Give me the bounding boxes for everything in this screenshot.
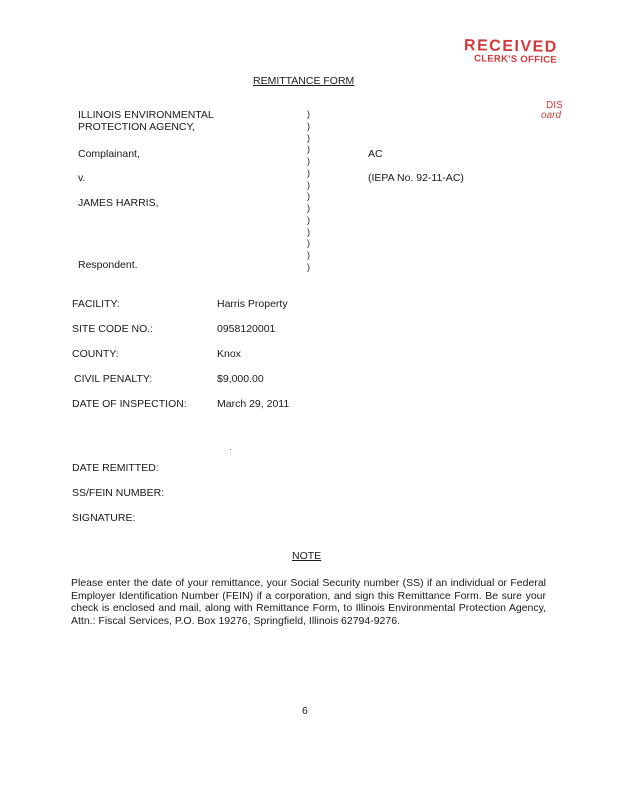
- field-value-county: Knox: [217, 348, 241, 360]
- field-label-site-code: SITE CODE NO.:: [72, 323, 154, 335]
- paren: ): [307, 214, 310, 225]
- paren: ): [307, 179, 310, 190]
- paren: ): [307, 167, 310, 178]
- paren: ): [307, 156, 310, 167]
- field-label-ss-fein-number: SS/FEIN NUMBER:: [72, 487, 165, 499]
- field-label-date-of-inspection: DATE OF INSPECTION:: [72, 398, 187, 410]
- complainant-name-line1: ILLINOIS ENVIRONMENTAL: [78, 109, 214, 121]
- clerks-office-stamp: CLERK'S OFFICE: [473, 53, 558, 66]
- stamp-partial-text: oard: [541, 110, 562, 121]
- paren: ): [307, 191, 310, 202]
- stamp-partial-text: DIS: [546, 100, 563, 111]
- form-title: REMITTANCE FORM: [253, 75, 355, 87]
- paren: ): [307, 250, 310, 261]
- field-value-site-code: 0958120001: [217, 323, 276, 335]
- page-number: 6: [302, 705, 308, 717]
- field-label-signature: SIGNATURE:: [72, 512, 136, 524]
- field-label-date-remitted: DATE REMITTED:: [72, 462, 159, 474]
- versus: v.: [78, 172, 86, 184]
- field-label-facility: FACILITY:: [72, 298, 120, 310]
- field-value-date-of-inspection: March 29, 2011: [217, 398, 290, 410]
- field-label-county: COUNTY:: [72, 348, 119, 360]
- complainant-role: Complainant,: [78, 148, 140, 160]
- respondent-name: JAMES HARRIS,: [78, 197, 159, 209]
- field-value-facility: Harris Property: [217, 298, 288, 310]
- paren: ): [307, 261, 310, 272]
- paren: ): [307, 120, 310, 131]
- complainant-name-line2: PROTECTION AGENCY,: [78, 121, 196, 133]
- field-value-civil-penalty: $9,000.00: [217, 373, 264, 385]
- paren: ): [307, 144, 310, 155]
- paren: ): [307, 203, 310, 214]
- field-label-civil-penalty: CIVIL PENALTY:: [74, 373, 153, 385]
- caption-divider: [307, 110, 319, 272]
- received-stamp: RECEIVED: [463, 37, 558, 56]
- respondent-role: Respondent.: [78, 259, 138, 271]
- paren: ): [307, 109, 310, 119]
- paren: ): [307, 226, 310, 237]
- paren: ): [307, 238, 310, 249]
- note-body: Please enter the date of your remittance, your Social Security number (SS) if an individual or Federal Employer Identification Number (FEIN) if a corporation, and sign this Remittance Form. Be sure your check is enclosed and mail, along with Remittance Form, to Illinois Environmental Protection Agency, Attn.: Fiscal Services, P.O. Box 19276, Springfield, Illinois 62794-9276.: [71, 577, 546, 627]
- note-title: NOTE: [292, 550, 322, 562]
- case-number: (IEPA No. 92-11-AC): [368, 172, 464, 184]
- case-type: AC: [368, 148, 383, 160]
- paren: ): [307, 132, 310, 143]
- stray-mark: ·: [229, 445, 232, 454]
